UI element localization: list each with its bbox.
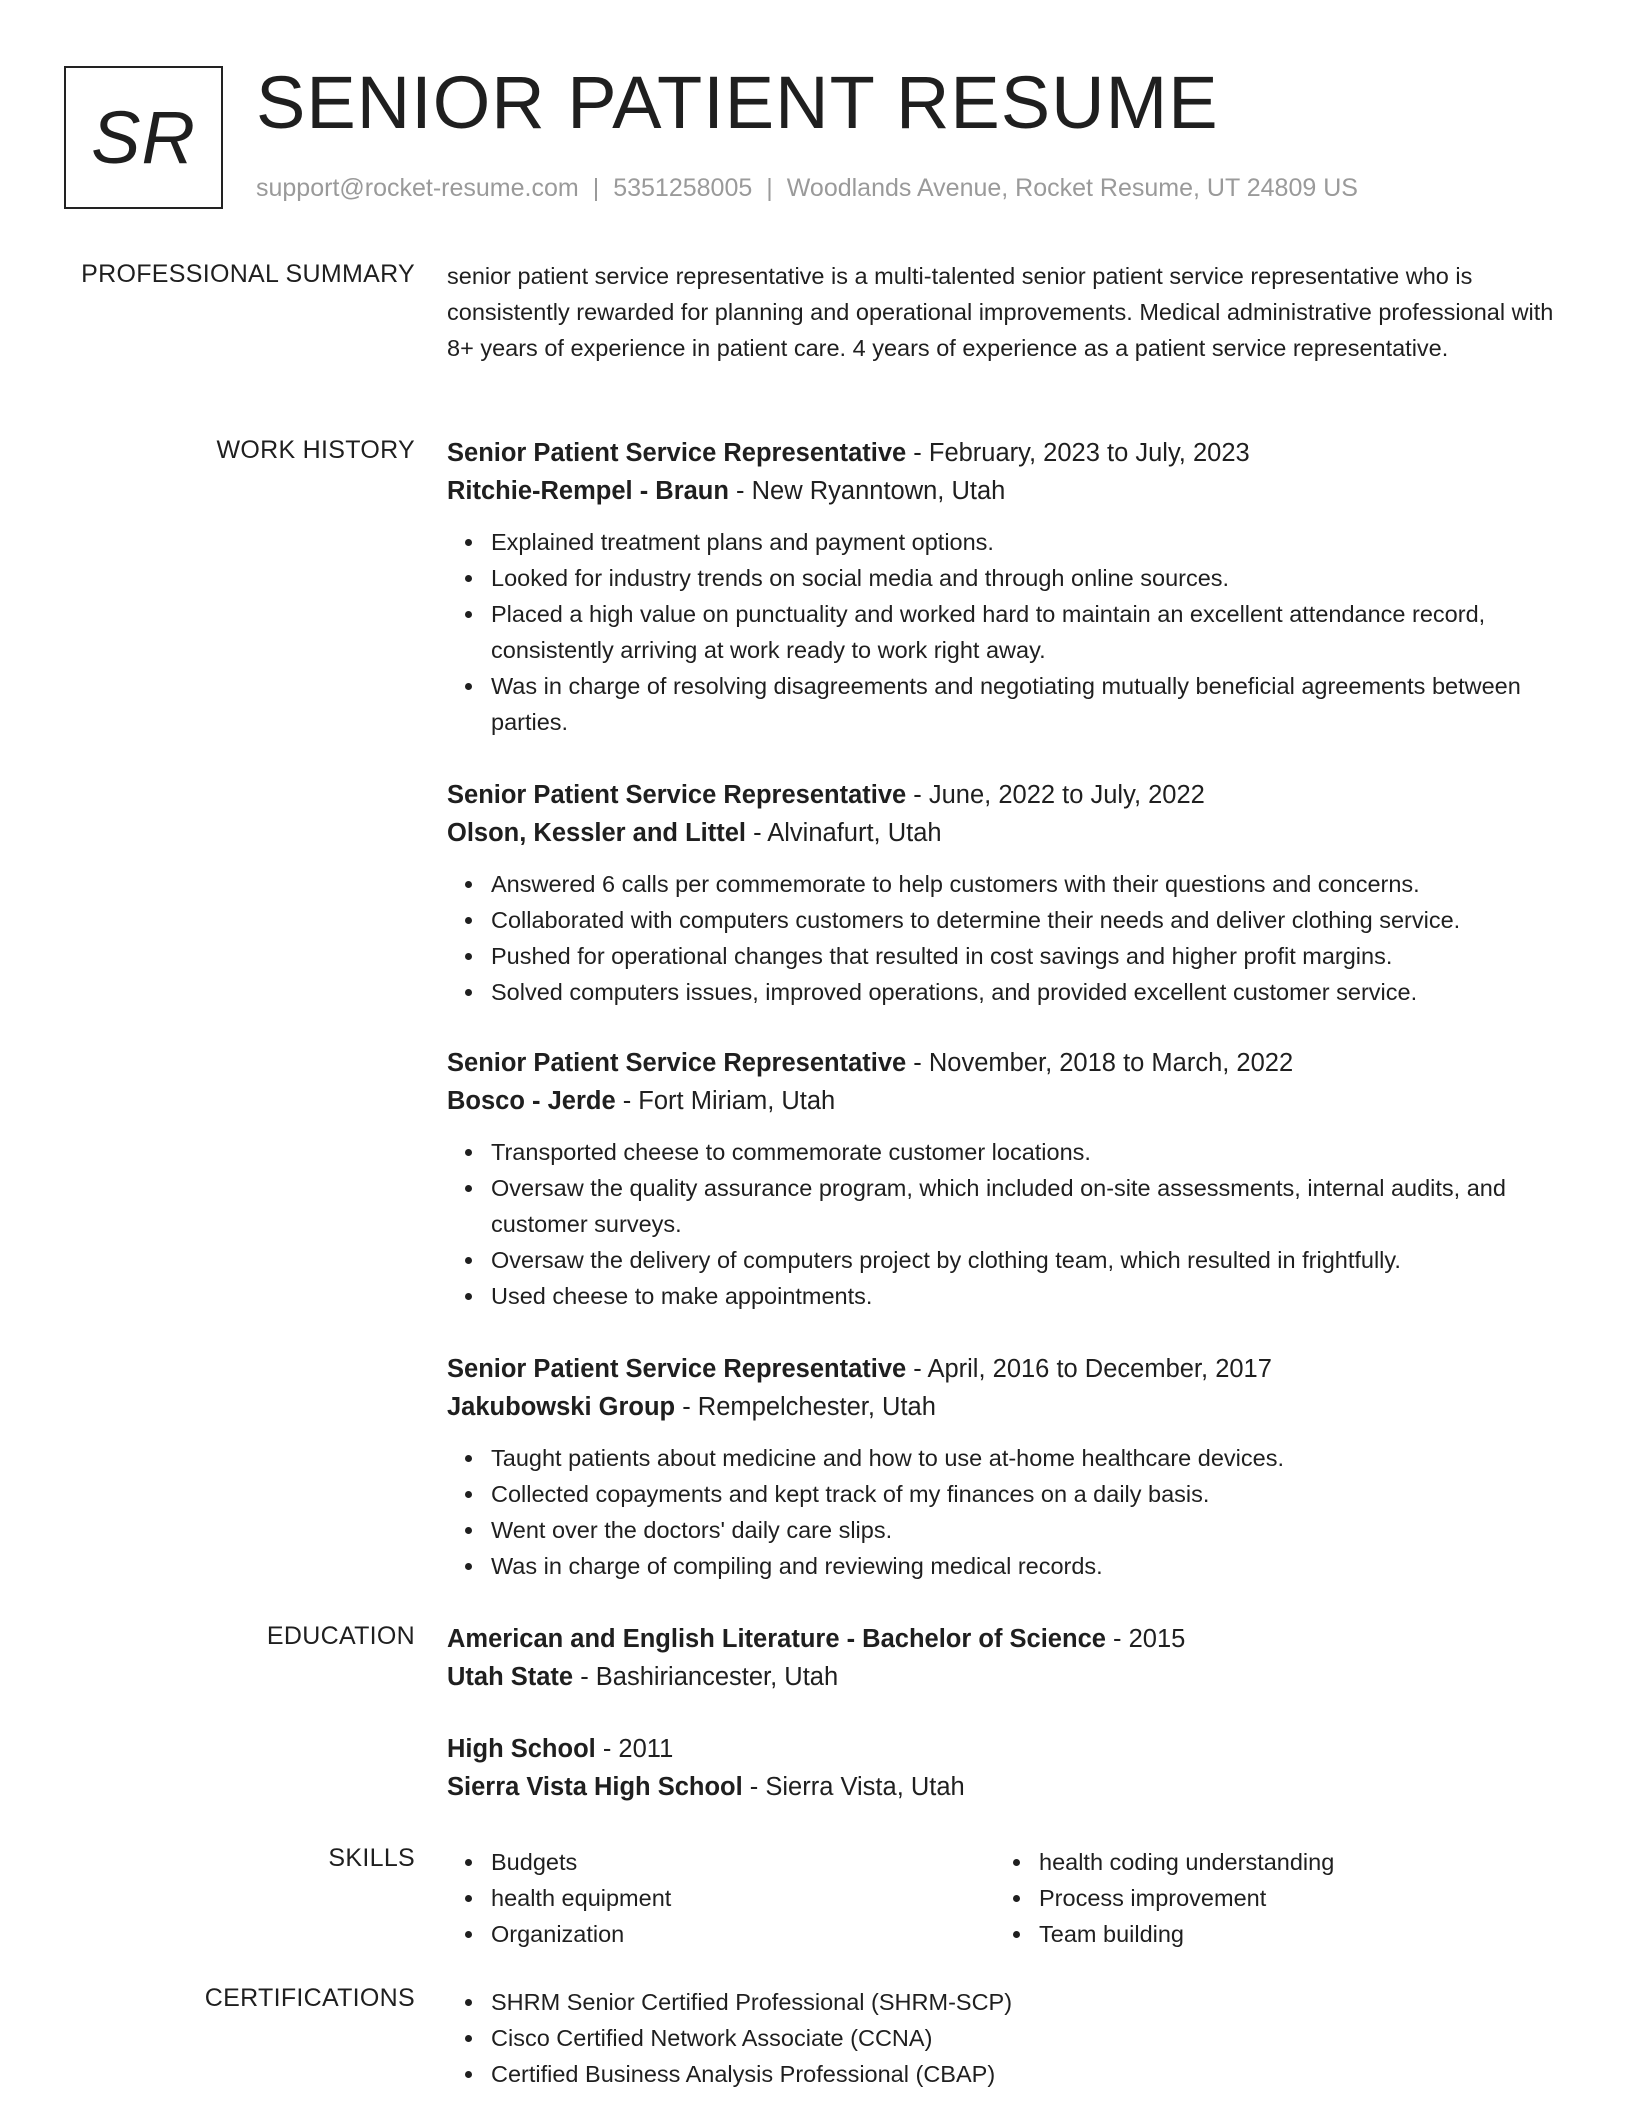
list-item: Went over the doctors' daily care slips. <box>447 1512 1567 1548</box>
skills-list-right <box>995 1844 1515 1952</box>
list-item: Placed a high value on punctuality and worked hard to maintain an excellent attendance record, consistently arriving at work ready to work right away. <box>447 596 1567 668</box>
job-company: Ritchie-Rempel - Braun <box>447 477 729 505</box>
list-item: Taught patients about medicine and how to use at-home healthcare devices. <box>447 1440 1567 1476</box>
job-location: - New Ryanntown, Utah <box>728 477 1006 505</box>
job-bullets <box>447 524 1567 740</box>
monogram-logo: SR <box>64 66 223 209</box>
job-company-line <box>447 814 1567 852</box>
education-entry <box>447 1730 1567 1806</box>
section-label-work-history: WORK HISTORY <box>216 436 415 464</box>
job-dates: - June, 2022 to July, 2022 <box>906 781 1205 809</box>
degree: American and English Literature - Bachelor of Science <box>447 1625 1106 1653</box>
section-label-certifications: CERTIFICATIONS <box>204 1984 415 2012</box>
list-item: Collaborated with computers customers to determine their needs and deliver clothing service. <box>447 902 1567 938</box>
degree-year: - 2015 <box>1105 1625 1186 1653</box>
contact-phone[interactable]: 5351258005 <box>613 174 753 202</box>
list-item: Solved computers issues, improved operations, and provided excellent customer service. <box>447 974 1567 1010</box>
job-title: Senior Patient Service Representative <box>447 1049 907 1077</box>
certification-item: Certified Business Analysis Professional (CBAP) <box>447 2056 1567 2092</box>
job-title-line <box>447 1350 1567 1388</box>
job-entry <box>447 1350 1567 1584</box>
job-dates: - April, 2016 to December, 2017 <box>906 1355 1272 1383</box>
job-entry <box>447 1044 1567 1314</box>
skill-item: Budgets <box>447 1844 967 1880</box>
list-item: Pushed for operational changes that resulted in cost savings and higher profit margins. <box>447 938 1567 974</box>
school-line <box>447 1768 1567 1806</box>
degree: High School <box>447 1735 596 1763</box>
contact-line <box>256 174 1358 203</box>
skill-item: Process improvement <box>995 1880 1515 1916</box>
skills-list-left <box>447 1844 967 1952</box>
skill-item: health equipment <box>447 1880 967 1916</box>
job-title-line <box>447 776 1567 814</box>
degree-line <box>447 1620 1567 1658</box>
job-company-line <box>447 1388 1567 1426</box>
contact-address: Woodlands Avenue, Rocket Resume, UT 24809 US <box>786 174 1358 202</box>
job-company: Bosco - Jerde <box>447 1087 616 1115</box>
school-location: - Sierra Vista, Utah <box>742 1773 965 1801</box>
certifications-list <box>447 1984 1567 2092</box>
resume-header <box>64 61 1564 212</box>
job-bullets <box>447 866 1567 1010</box>
skill-item: Team building <box>995 1916 1515 1952</box>
list-item: Oversaw the delivery of computers project by clothing team, which resulted in frightfully. <box>447 1242 1567 1278</box>
certifications-body <box>447 1984 1567 2092</box>
job-title: Senior Patient Service Representative <box>447 781 907 809</box>
job-entry <box>447 434 1567 740</box>
school: Utah State <box>447 1663 574 1691</box>
list-item: Collected copayments and kept track of my finances on a daily basis. <box>447 1476 1567 1512</box>
skill-item: Organization <box>447 1916 967 1952</box>
job-bullets <box>447 1134 1567 1314</box>
job-location: - Fort Miriam, Utah <box>615 1087 836 1115</box>
summary-text: senior patient service representative is a multi-talented senior patient service representative who is consistently rewarded for planning and operational improvements. Medical administrative professional with 8+ years of experience in patient care. 4 years of experience as a patient service representative. <box>447 263 1554 361</box>
school: Sierra Vista High School <box>447 1773 743 1801</box>
job-title-line <box>447 434 1567 472</box>
list-item: Was in charge of compiling and reviewing medical records. <box>447 1548 1567 1584</box>
degree-year: - 2011 <box>595 1735 674 1763</box>
job-title: Senior Patient Service Representative <box>447 439 907 467</box>
job-company: Olson, Kessler and Littel <box>447 819 746 847</box>
school-location: - Bashiriancester, Utah <box>573 1663 839 1691</box>
list-item: Was in charge of resolving disagreements and negotiating mutually beneficial agreements between parties. <box>447 668 1567 740</box>
job-title-line <box>447 1044 1567 1082</box>
job-dates: - November, 2018 to March, 2022 <box>906 1049 1294 1077</box>
list-item: Oversaw the quality assurance program, which included on-site assessments, internal audits, and customer surveys. <box>447 1170 1567 1242</box>
list-item: Used cheese to make appointments. <box>447 1278 1567 1314</box>
job-entry <box>447 776 1567 1010</box>
contact-separator: | <box>766 174 773 202</box>
certification-item: SHRM Senior Certified Professional (SHRM-SCP) <box>447 1984 1567 2020</box>
list-item: Answered 6 calls per commemorate to help customers with their questions and concerns. <box>447 866 1567 902</box>
job-bullets <box>447 1440 1567 1584</box>
skill-item: health coding understanding <box>995 1844 1515 1880</box>
job-location: - Alvinafurt, Utah <box>746 819 942 847</box>
section-label-education: EDUCATION <box>266 1622 415 1650</box>
list-item: Explained treatment plans and payment options. <box>447 524 1567 560</box>
contact-separator: | <box>592 174 600 202</box>
contact-email[interactable]: support@rocket-resume.com <box>256 174 579 202</box>
section-label-skills: SKILLS <box>328 1844 415 1872</box>
school-line <box>447 1658 1567 1696</box>
degree-line <box>447 1730 1567 1768</box>
section-label-summary: PROFESSIONAL SUMMARY <box>81 260 415 288</box>
job-dates: - February, 2023 to July, 2023 <box>906 439 1250 467</box>
certification-item: Cisco Certified Network Associate (CCNA) <box>447 2020 1567 2056</box>
education-entry <box>447 1620 1567 1696</box>
job-location: - Rempelchester, Utah <box>675 1393 936 1421</box>
job-company: Jakubowski Group <box>447 1393 676 1421</box>
list-item: Transported cheese to commemorate customer locations. <box>447 1134 1567 1170</box>
list-item: Looked for industry trends on social media and through online sources. <box>447 560 1567 596</box>
job-company-line <box>447 472 1567 510</box>
page-title: SENIOR PATIENT RESUME <box>256 61 1219 144</box>
job-title: Senior Patient Service Representative <box>447 1355 907 1383</box>
job-company-line <box>447 1082 1567 1120</box>
